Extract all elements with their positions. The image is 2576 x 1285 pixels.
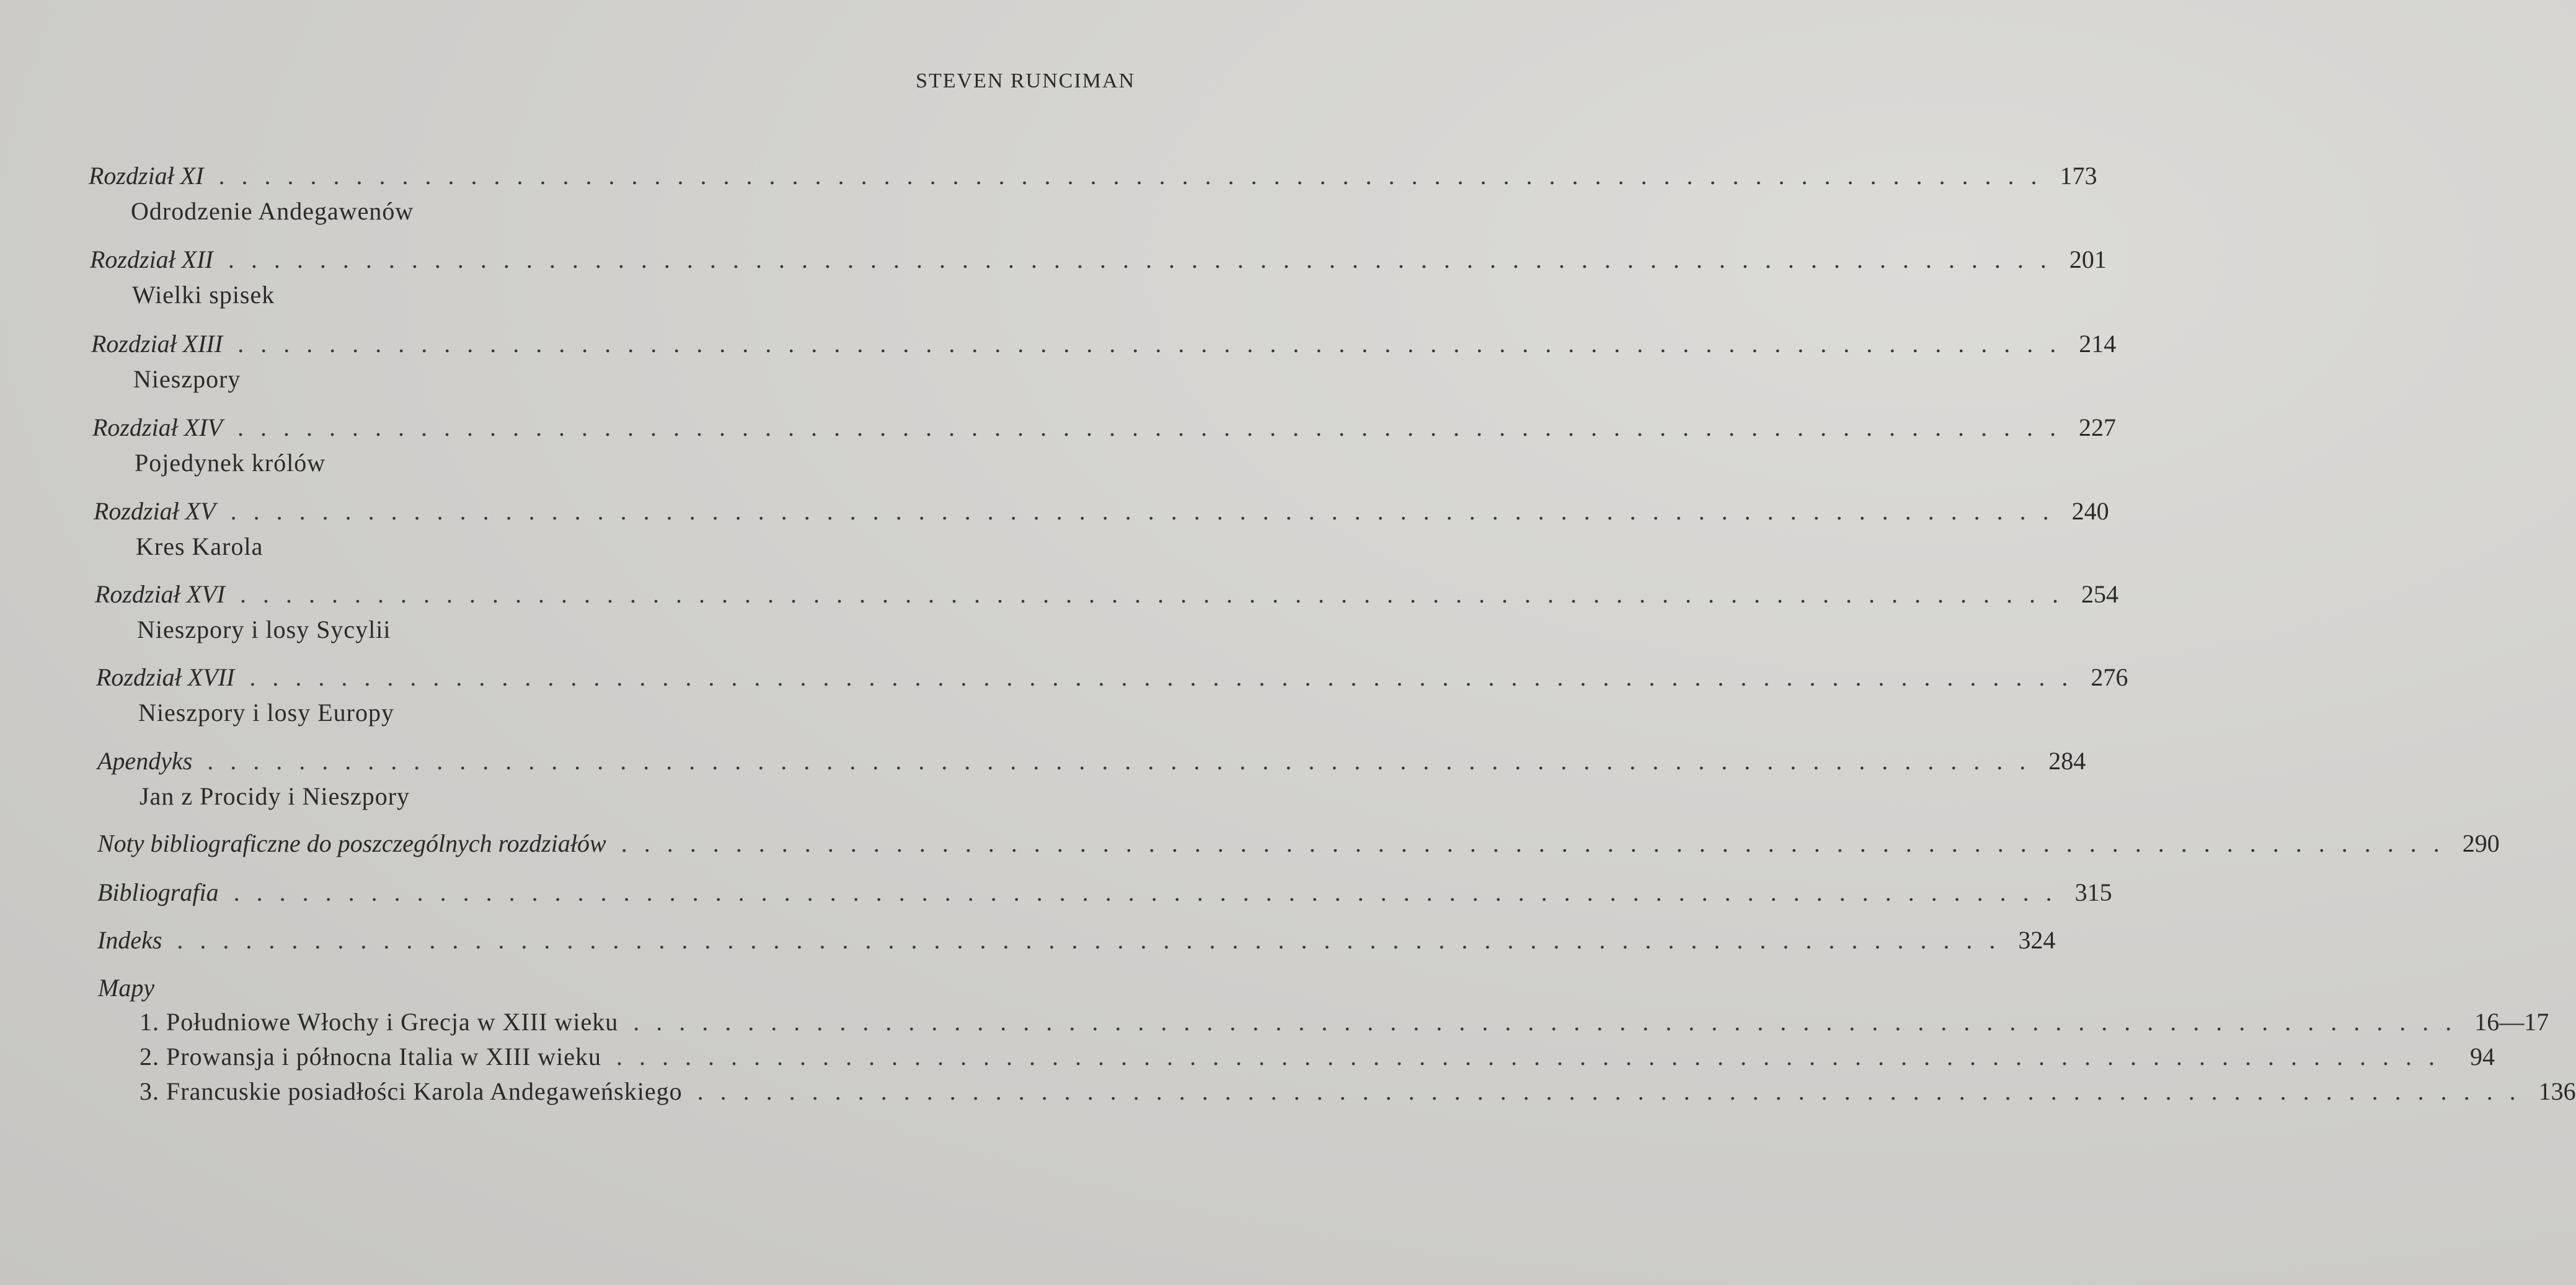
page-number: 315 xyxy=(2074,878,2112,906)
toc-section-entry xyxy=(97,925,2056,955)
entry-title: Noty bibliograficzne do poszczególnych rozdziałów xyxy=(97,829,606,857)
toc-chapter-entry xyxy=(97,746,2086,775)
dot-leader: ................................................................................ xyxy=(207,747,2043,775)
toc-chapter-entry xyxy=(92,413,2116,442)
dot-leader: ................................................................................ xyxy=(249,663,2085,691)
page-number: 240 xyxy=(2071,497,2109,525)
toc-map-entry xyxy=(139,1042,2495,1071)
toc-chapter-entry xyxy=(96,663,2128,692)
entry-title: Rozdział XVII xyxy=(96,663,235,691)
entry-title: 1. Południowe Włochy i Grecja w XIII wieku xyxy=(139,1008,619,1036)
page-number: 254 xyxy=(2081,580,2118,608)
page-number: 290 xyxy=(2462,829,2500,857)
chapter-subtitle: Jan z Procidy i Nieszpory xyxy=(139,782,410,810)
maps-heading: Mapy xyxy=(98,974,155,1002)
entry-title: Apendyks xyxy=(97,747,193,775)
entry-title: Rozdział XV xyxy=(94,497,216,525)
entry-title: Rozdział XII xyxy=(90,245,213,273)
page-number: 136 xyxy=(2538,1077,2576,1105)
toc-chapter-entry xyxy=(89,161,2097,190)
entry-title: Rozdział XIV xyxy=(92,413,223,441)
page-number: 227 xyxy=(2078,413,2116,441)
dot-leader: ................................................................................ xyxy=(239,580,2075,608)
dot-leader: ................................................................................ xyxy=(633,1008,2469,1036)
dot-leader: ................................................................................ xyxy=(228,245,2063,273)
dot-leader: ................................................................................ xyxy=(233,878,2069,906)
toc-map-entry xyxy=(139,1007,2549,1036)
chapter-subtitle: Kres Karola xyxy=(136,532,263,560)
page-number: 324 xyxy=(2018,926,2056,954)
dot-leader: ................................................................................ xyxy=(177,926,2012,954)
dot-leader: ................................................................................ xyxy=(621,829,2456,857)
entry-title: Indeks xyxy=(97,926,162,954)
toc-chapter-entry xyxy=(91,329,2117,358)
page-number: 16—17 xyxy=(2474,1008,2549,1036)
entry-title: Rozdział XVI xyxy=(95,580,225,608)
page-number: 173 xyxy=(2060,162,2097,190)
dot-leader: ................................................................................ xyxy=(697,1077,2533,1105)
toc-section-entry xyxy=(97,878,2112,907)
page-number: 214 xyxy=(2079,330,2117,358)
chapter-subtitle: Odrodzenie Andegawenów xyxy=(131,197,414,225)
dot-leader: ................................................................................ xyxy=(218,162,2054,190)
chapter-subtitle: Pojedynek królów xyxy=(135,449,326,477)
chapter-subtitle: Nieszpory i losy Europy xyxy=(138,699,394,726)
page-number: 276 xyxy=(2091,663,2128,691)
entry-title: Rozdział XIII xyxy=(91,330,223,358)
dot-leader: ................................................................................ xyxy=(616,1043,2452,1071)
dot-leader: ................................................................................ xyxy=(237,413,2073,441)
entry-title: Bibliografia xyxy=(97,878,219,906)
toc-map-entry xyxy=(139,1077,2576,1106)
page-number: 94 xyxy=(2470,1043,2495,1071)
running-header-author: STEVEN RUNCIMAN xyxy=(916,69,1135,92)
toc-section-entry xyxy=(97,829,2500,858)
toc-chapter-entry xyxy=(90,245,2107,274)
entry-title: 2. Prowansja i północna Italia w XIII wieku xyxy=(139,1043,602,1071)
chapter-subtitle: Nieszpory xyxy=(133,365,241,393)
toc-chapter-entry xyxy=(94,497,2109,526)
chapter-subtitle: Nieszpory i losy Sycylii xyxy=(137,616,391,643)
entry-title: Rozdział XI xyxy=(89,162,204,190)
page-number: 284 xyxy=(2048,747,2086,775)
dot-leader: ................................................................................ xyxy=(230,497,2066,525)
page-number: 201 xyxy=(2069,245,2107,273)
toc-chapter-entry xyxy=(95,580,2118,609)
maps-section xyxy=(98,973,169,1002)
chapter-subtitle: Wielki spisek xyxy=(132,281,275,309)
entry-title: 3. Francuskie posiadłości Karola Andegaweńskiego xyxy=(139,1077,683,1105)
dot-leader: ................................................................................ xyxy=(237,330,2073,358)
